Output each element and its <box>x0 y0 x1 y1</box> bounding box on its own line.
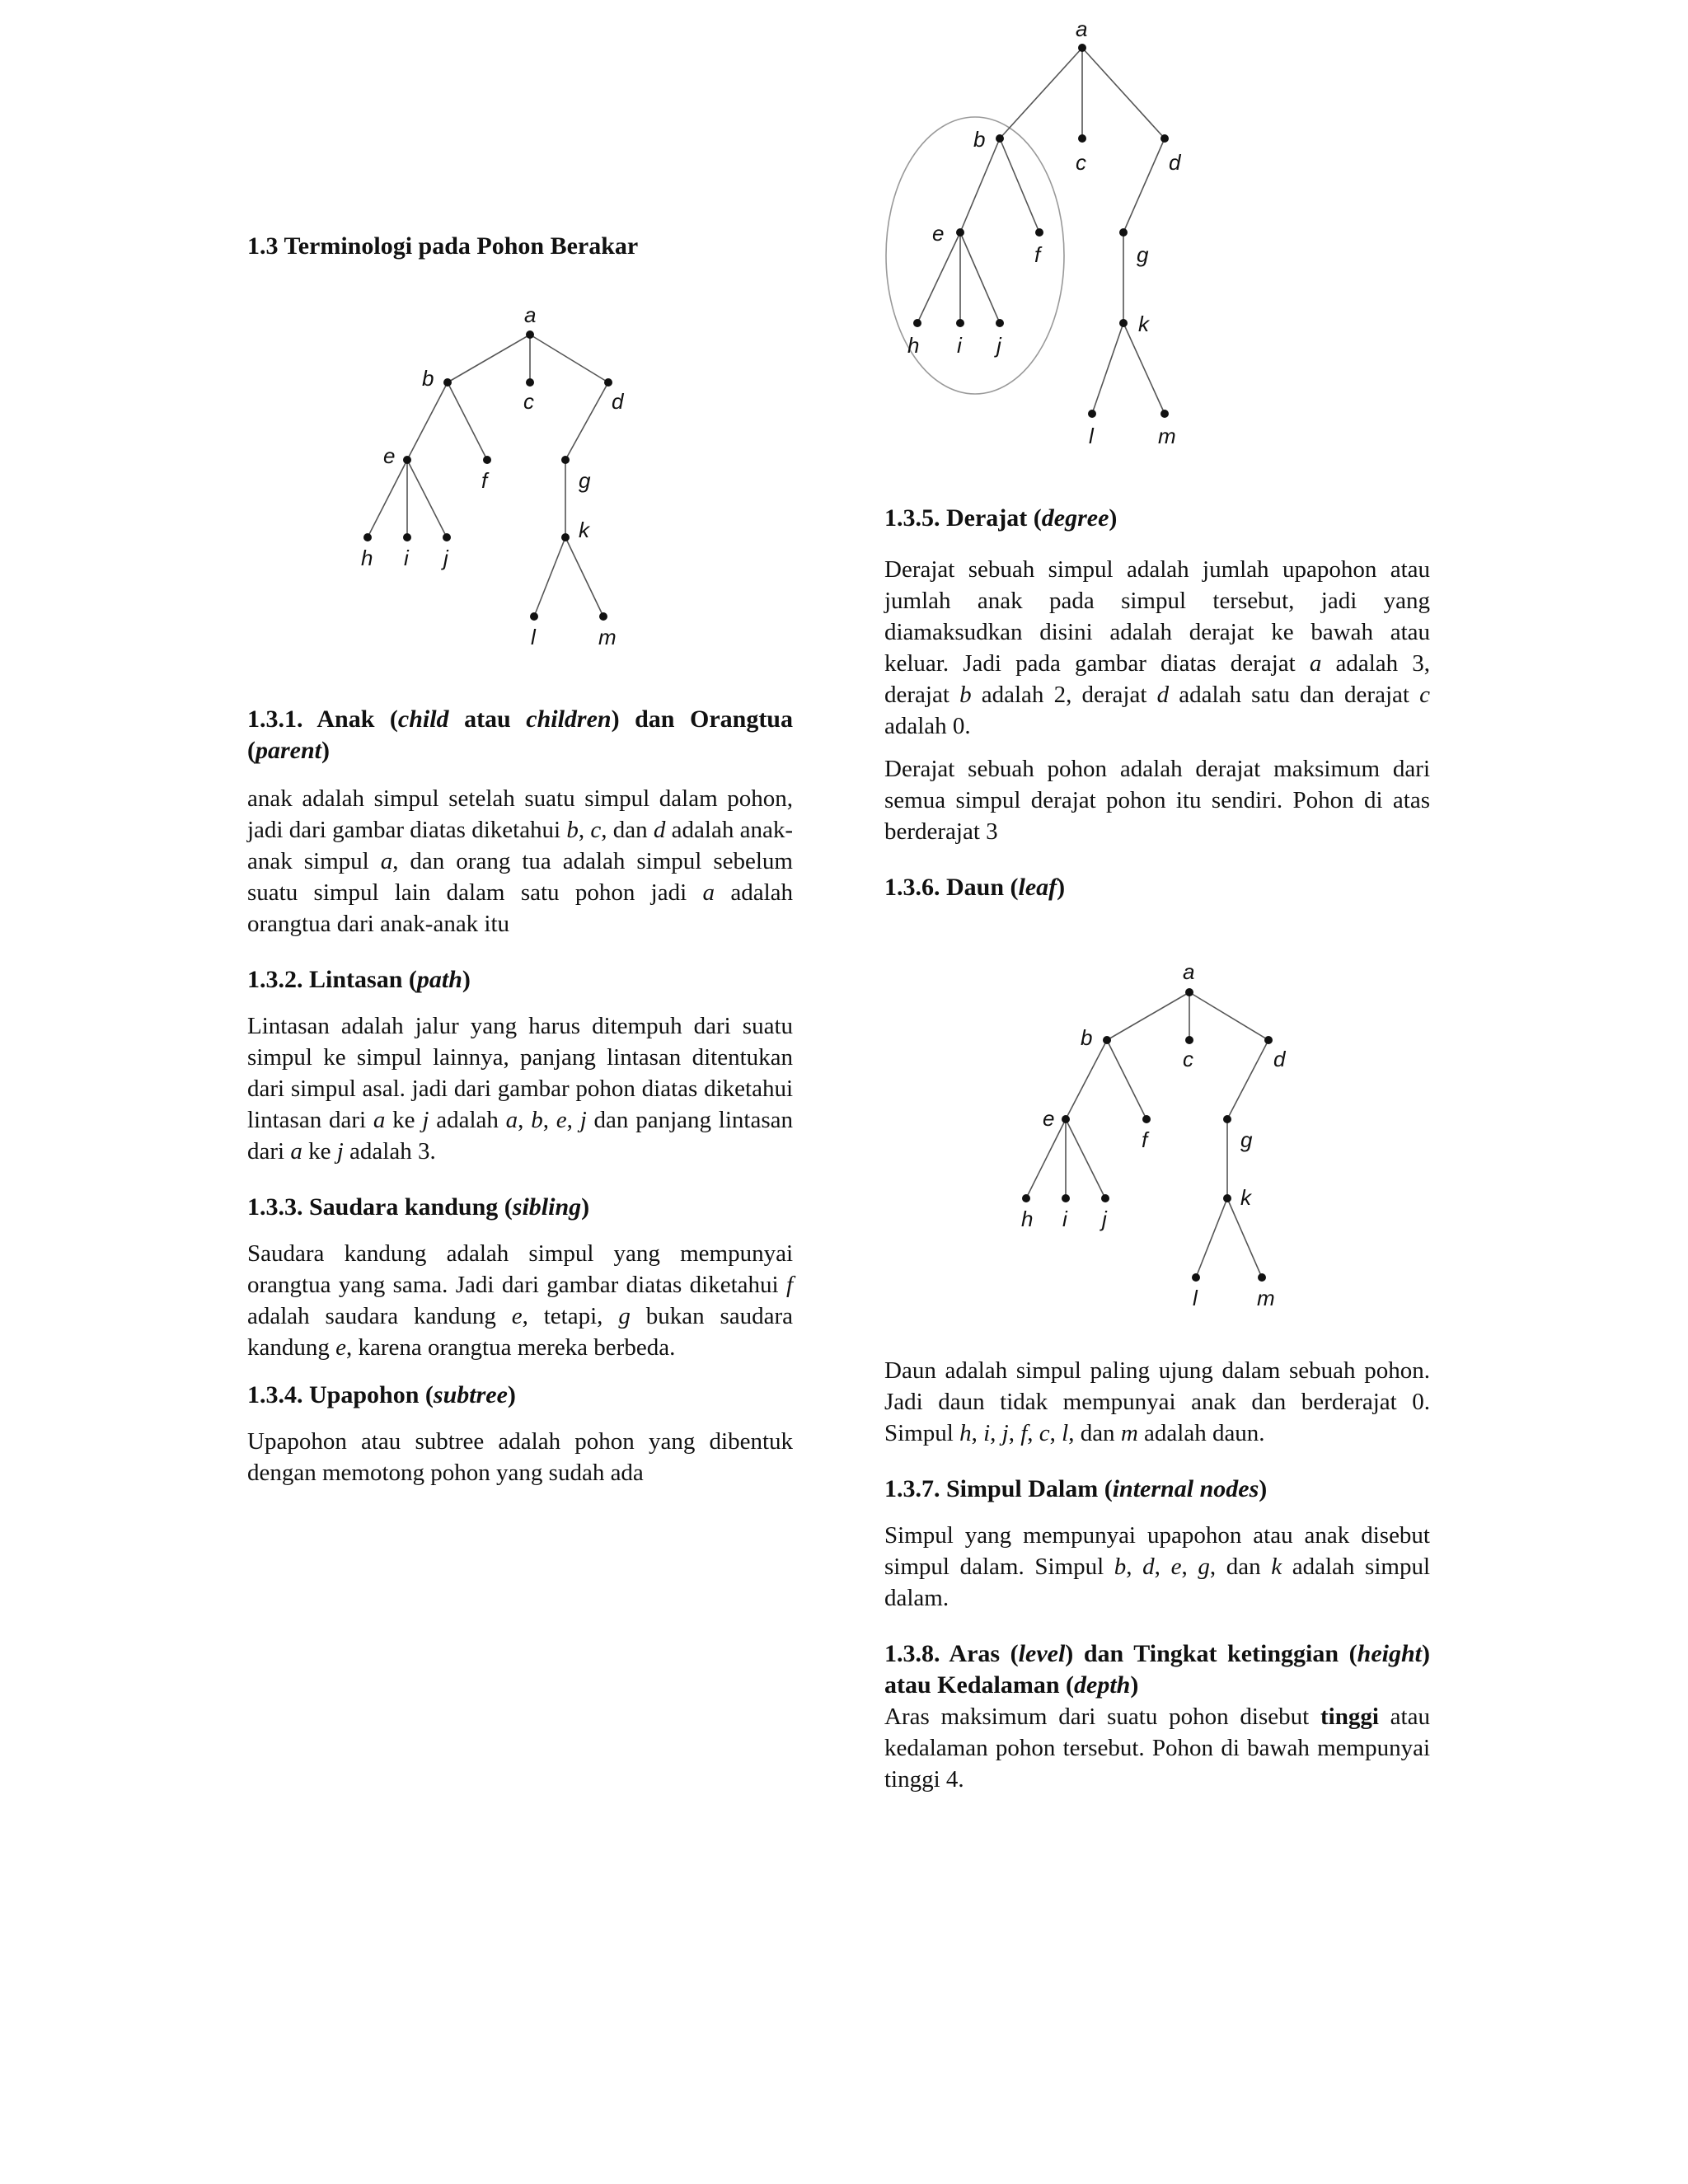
node-a <box>1185 988 1193 996</box>
tree-diagram-leaf <box>884 918 1430 1347</box>
label-e: e <box>383 443 396 468</box>
node-e <box>1062 1115 1070 1123</box>
label-k: k <box>1240 1185 1251 1210</box>
subtree-labels <box>907 16 1182 448</box>
node-a <box>526 330 534 339</box>
node-m <box>599 612 607 621</box>
node-j <box>996 319 1004 327</box>
label-d: d <box>612 389 624 414</box>
label-k: k <box>1138 312 1149 336</box>
label-h: h <box>907 333 920 358</box>
label-f: f <box>481 468 488 493</box>
section-1-3-1-body: anak adalah simpul setelah suatu simpul dalam pohon, jadi dari gambar diatas diketahui b, c, dan d adalah anak-anak simpul a, dan orang tua adalah simpul sebelum suatu simpul lain dalam satu pohon jadi a adalah orangtua dari anak-anak itu <box>247 785 794 937</box>
label-a: a <box>1076 16 1088 41</box>
node-l <box>1192 1273 1200 1282</box>
section-1-3-title: 1.3 Terminologi pada Pohon Berakar <box>247 232 639 260</box>
right-column <box>884 0 1430 1807</box>
label-e: e <box>932 221 945 246</box>
label-f: f <box>1034 242 1041 267</box>
section-1-3-2-title: 1.3.2. Lintasan (path) <box>247 966 471 993</box>
node-g <box>1223 1115 1231 1123</box>
node-g <box>1119 228 1128 237</box>
node-d <box>1160 134 1169 143</box>
label-b: b <box>973 127 986 152</box>
node-i <box>403 533 411 541</box>
node-h <box>1022 1194 1030 1202</box>
node-j <box>1101 1194 1109 1202</box>
section-1-3-6-title: 1.3.6. Daun (leaf) <box>884 874 1066 901</box>
node-b <box>996 134 1004 143</box>
label-g: g <box>579 468 591 493</box>
label-l: l <box>1089 424 1094 448</box>
node-l <box>530 612 538 621</box>
label-d: d <box>1273 1047 1286 1071</box>
subtree-diagram <box>884 0 1430 462</box>
node-k <box>1119 319 1128 327</box>
node-h <box>913 319 921 327</box>
label-c: c <box>523 389 534 414</box>
node-e <box>956 228 964 237</box>
node-d <box>604 378 612 387</box>
node-m <box>1258 1273 1266 1282</box>
node-k <box>1223 1194 1231 1202</box>
label-j: j <box>996 333 1001 358</box>
label-i: i <box>1062 1207 1067 1231</box>
node-b <box>443 378 452 387</box>
section-1-3-2-body: Lintasan adalah jalur yang harus ditempuh dari suatu simpul ke simpul lainnya, panjang lintasan ditentukan dari simpul asal. jadi dari gambar pohon diatas diketahui lintasan dari a ke j adalah a, b, e, j dan panjang lintasan dari a ke j adalah 3. <box>247 1013 794 1165</box>
node-f <box>1142 1115 1151 1123</box>
label-h: h <box>1021 1207 1034 1231</box>
tree-edges <box>368 335 608 616</box>
label-l: l <box>531 625 536 649</box>
node-f <box>483 456 491 464</box>
section-1-3-6-body: Daun adalah simpul paling ujung dalam sebuah pohon. Jadi daun tidak mempunyai anak dan berderajat 0. Simpul h, i, j, f, c, l, dan m adalah daun. <box>884 1357 1430 1446</box>
section-1-3-7-title: 1.3.7. Simpul Dalam (internal nodes) <box>884 1475 1268 1502</box>
label-i: i <box>957 333 962 358</box>
label-g: g <box>1137 242 1149 267</box>
section-1-3-8-title: 1.3.8. Aras (level) dan Tingkat ketinggian (height) atau Kedalaman (depth) <box>884 1640 1430 1699</box>
label-c: c <box>1183 1047 1193 1071</box>
section-1-3-1-title: 1.3.1. Anak (child atau children) dan Orangtua (parent) <box>247 705 793 764</box>
tree-nodes <box>363 330 612 621</box>
label-h: h <box>361 546 373 570</box>
label-d: d <box>1169 150 1181 175</box>
label-c: c <box>1076 150 1086 175</box>
section-1-3-3-body: Saudara kandung adalah simpul yang mempunyai orangtua yang sama. Jadi dari gambar diatas diketahui f adalah saudara kandung e, tetapi, g bukan saudara kandung e, karena orangtua mereka berbeda. <box>247 1240 794 1361</box>
left-column <box>247 231 793 1500</box>
section-1-3-4-title: 1.3.4. Upapohon (subtree) <box>247 1381 516 1408</box>
label-i: i <box>404 546 409 570</box>
label-l: l <box>1193 1286 1198 1310</box>
label-a: a <box>524 302 537 327</box>
node-i <box>1062 1194 1070 1202</box>
label-b: b <box>422 366 434 391</box>
tree-diagram-1 <box>247 277 793 656</box>
label-j: j <box>1102 1207 1107 1231</box>
label-j: j <box>443 546 448 570</box>
node-l <box>1088 410 1096 418</box>
label-g: g <box>1240 1127 1253 1152</box>
node-b <box>1103 1036 1111 1044</box>
label-m: m <box>598 625 617 649</box>
node-i <box>956 319 964 327</box>
label-m: m <box>1257 1286 1275 1310</box>
tree-labels <box>361 302 625 649</box>
node-e <box>403 456 411 464</box>
label-m: m <box>1158 424 1176 448</box>
node-c <box>1078 134 1086 143</box>
node-g <box>561 456 570 464</box>
node-h <box>363 533 372 541</box>
label-b: b <box>1081 1025 1093 1050</box>
node-k <box>561 533 570 541</box>
subtree-nodes <box>913 44 1169 418</box>
label-e: e <box>1043 1106 1055 1131</box>
label-a: a <box>1183 959 1195 984</box>
section-1-3-8-body: Aras maksimum dari suatu pohon disebut tinggi atau kedalaman pohon tersebut. Pohon di bawah mempunyai tinggi 4. <box>884 1704 1430 1793</box>
leaf-tree-labels <box>1021 959 1287 1310</box>
section-1-3-3-title: 1.3.3. Saudara kandung (sibling) <box>247 1193 590 1221</box>
label-k: k <box>579 518 589 542</box>
node-c <box>526 378 534 387</box>
node-c <box>1185 1036 1193 1044</box>
node-m <box>1160 410 1169 418</box>
node-a <box>1078 44 1086 52</box>
section-1-3-7-body: Simpul yang mempunyai upapohon atau anak disebut simpul dalam. Simpul b, d, e, g, dan k adalah simpul dalam. <box>884 1522 1431 1611</box>
node-j <box>443 533 451 541</box>
section-1-3-4-body: Upapohon atau subtree adalah pohon yang dibentuk dengan memotong pohon yang sudah ada <box>247 1428 793 1486</box>
section-1-3-5-title: 1.3.5. Derajat (degree) <box>884 504 1118 532</box>
node-f <box>1035 228 1043 237</box>
node-d <box>1264 1036 1273 1044</box>
label-f: f <box>1142 1127 1148 1152</box>
section-1-3-5-body-2: Derajat sebuah pohon adalah derajat maksimum dari semua simpul derajat pohon itu sendiri. Pohon di atas berderajat 3 <box>884 756 1430 845</box>
section-1-3-5-body-1: Derajat sebuah simpul adalah jumlah upapohon atau jumlah anak pada simpul tersebut, jadi yang diamaksudkan disini adalah derajat ke bawah atau keluar. Jadi pada gambar diatas derajat a adalah 3, derajat b adalah 2, derajat d adalah satu dan derajat c adalah 0. <box>884 556 1431 739</box>
